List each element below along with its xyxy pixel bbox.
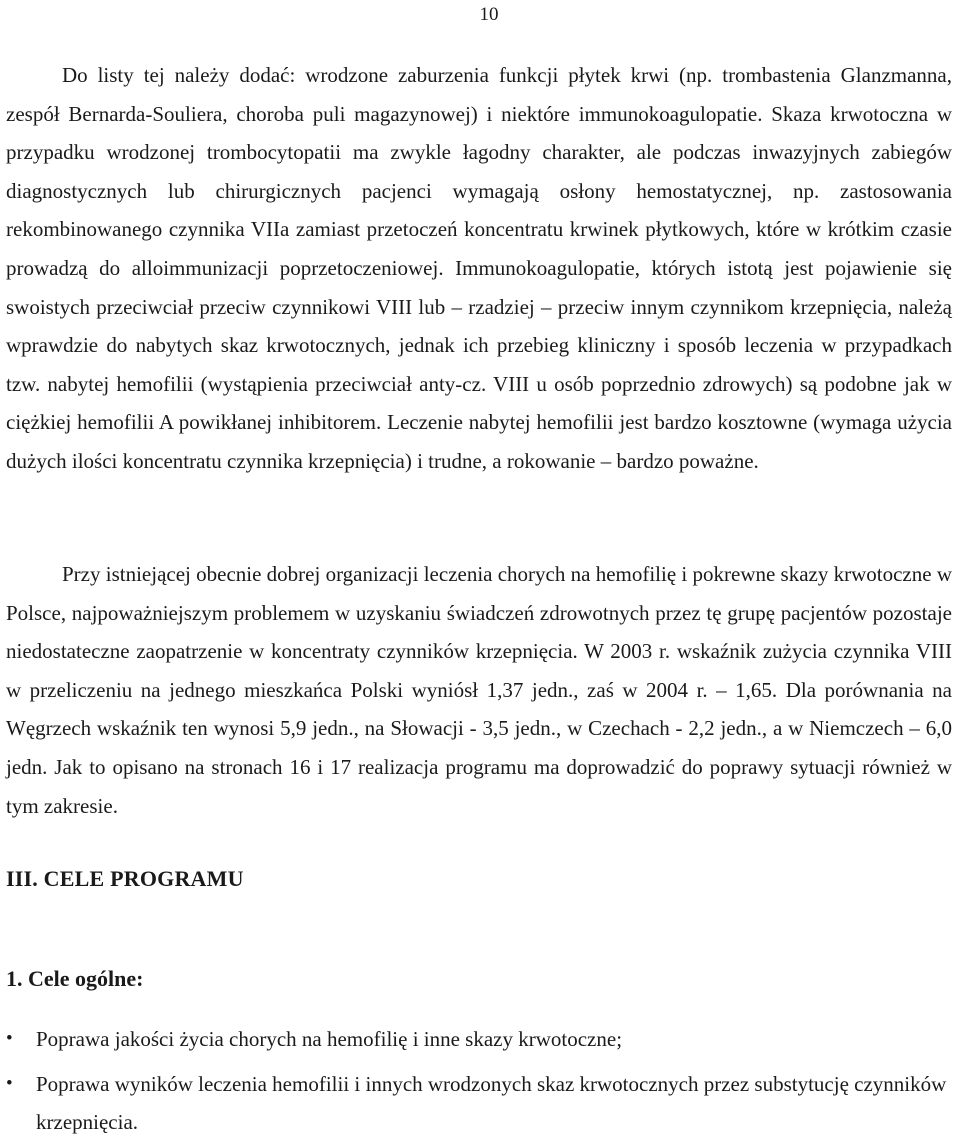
- page-number: 10: [479, 4, 499, 25]
- goal-text: Poprawa jakości życia chorych na hemofilię i inne skazy krwotoczne;: [36, 1027, 623, 1051]
- list-item: [6, 1020, 952, 1058]
- section-heading: III. CELE PROGRAMU: [6, 866, 244, 891]
- bullet-icon: •: [6, 1028, 13, 1049]
- goal-text: Poprawa wyników leczenia hemofilii i innych wrodzonych skaz krwotocznych przez substytucję czynników krzepnięcia.: [36, 1072, 947, 1134]
- sub-heading-general-goals: 1. Cele ogólne:: [6, 966, 144, 991]
- list-item: [6, 1065, 952, 1141]
- paragraph-immunocoagulopathies: Do listy tej należy dodać: wrodzone zaburzenia funkcji płytek krwi (np. trombastenia Glanzmanna, zespół Bernarda-Souliera, choroba puli magazynowej) i niektóre immunokoagulopatie. Skaza krwotoczna w przypadku wrodzonej trombocytopatii ma zwykle łagodny charakter, ale podczas inwazyjnych zabiegów diagnostycznych lub chirurgicznych pacjenci wymagają osłony hemostatycznej, np. zastosowania rekombinowanego czynnika VIIa zamiast przetoczeń koncentratu krwinek płytkowych, które w krótkim czasie prowadzą do alloimmunizacji poprzetoczeniowej. Immunokoagulopatie, których istotą jest pojawienie się swoistych przeciwciał przeciw czynnikowi VIII lub – rzadziej – przeciw innym czynnikom krzepnięcia, należą wprawdzie do nabytych skaz krwotocznych, jednak ich przebieg kliniczny i sposób leczenia w przypadkach tzw. nabytej hemofilii (wystąpienia przeciwciał anty-cz. VIII u osób poprzednio zdrowych) są podobne jak w ciężkiej hemofilii A powikłanej inhibitorem. Leczenie nabytej hemofilii jest bardzo kosztowne (wymaga użycia dużych ilości koncentratu czynnika krzepnięcia) i trudne, a rokowanie – bardzo poważne.: [6, 63, 952, 473]
- goals-list: [6, 1020, 952, 1148]
- paragraph-factor-supply: Przy istniejącej obecnie dobrej organizacji leczenia chorych na hemofilię i pokrewne skazy krwotoczne w Polsce, najpoważniejszym problemem w uzyskaniu świadczeń zdrowotnych przez tę grupę pacjentów pozostaje niedostateczne zaopatrzenie w koncentraty czynników krzepnięcia. W 2003 r. wskaźnik zużycia czynnika VIII w przeliczeniu na jednego mieszkańca Polski wyniósł 1,37 jedn., zaś w 2004 r. – 1,65. Dla porównania na Węgrzech wskaźnik ten wynosi 5,9 jedn., na Słowacji - 3,5 jedn., w Czechach - 2,2 jedn., a w Niemczech – 6,0 jedn. Jak to opisano na stronach 16 i 17 realizacja programu ma doprowadzić do poprawy sytuacji również w tym zakresie.: [6, 562, 952, 818]
- bullet-icon: •: [6, 1073, 13, 1094]
